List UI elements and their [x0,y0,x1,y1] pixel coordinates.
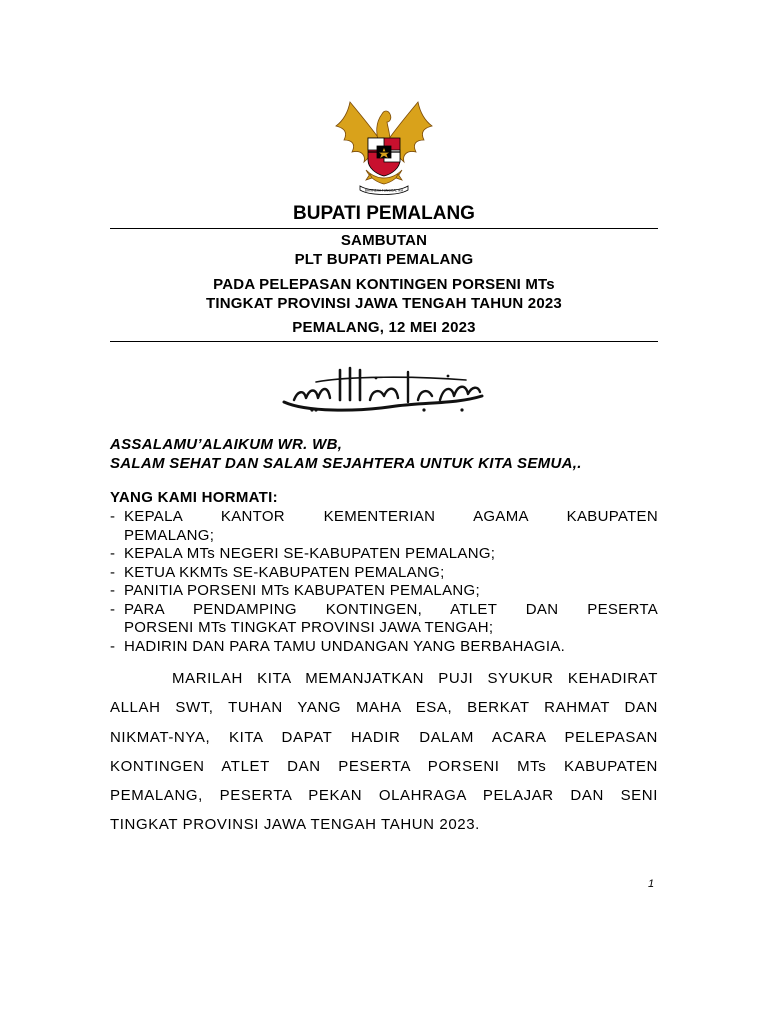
office-title: BUPATI PEMALANG [293,203,475,224]
list-item-text: KETUA KKMTs SE-KABUPATEN PEMALANG; [124,563,445,581]
list-bullet: - [110,563,116,581]
event-heading-line1: PADA PELEPASAN KONTINGEN PORSENI MTs [213,276,555,293]
sambutan-heading: SAMBUTAN [340,232,428,249]
list-item-continuation: PORSENI MTs TINGKAT PROVINSI JAWA TENGAH; [124,619,494,636]
list-bullet: - [110,545,116,562]
list-item-text: KEPALA KANTOR KEMENTERIAN AGAMA KABUPATEN [124,508,658,525]
list-item-text: HADIRIN DAN PARA TAMU UNDANGAN YANG BERBAHAGIA. [124,637,566,655]
paragraph-line: NIKMAT-NYA, KITA DAPAT HADIR DALAM ACARA PELEPASAN [110,728,658,746]
header-rule-bottom [110,341,658,342]
emblem-motto: BHINNEKA TUNGGAL IKA [364,188,404,193]
header-rule-top [110,228,658,229]
list-item [110,582,658,601]
speaker-heading: PLT BUPATI PEMALANG [294,251,474,268]
honored-heading: YANG KAMI HORMATI: [110,489,278,506]
list-item-text: PANITIA PORSENI MTs KABUPATEN PEMALANG; [124,582,480,599]
opening-paragraph [110,664,658,840]
paragraph-line: TINGKAT PROVINSI JAWA TENGAH TAHUN 2023. [110,816,480,834]
basmala-calligraphy-icon [276,360,492,416]
list-item-continuation: PEMALANG; [124,526,215,544]
list-item-text: PARA PENDAMPING KONTINGEN, ATLET DAN PESERTA [124,600,658,618]
page-number: 1 [648,878,655,890]
honored-list [110,508,658,656]
paragraph-line: ALLAH SWT, TUHAN YANG MAHA ESA, BERKAT RAHMAT DAN [110,699,658,717]
list-item-text: KEPALA MTs NEGERI SE-KABUPATEN PEMALANG; [124,545,496,562]
list-item [110,601,658,638]
greeting-line1: ASSALAMU’ALAIKUM WR. WB, [110,436,343,453]
event-heading-line2: TINGKAT PROVINSI JAWA TENGAH TAHUN 2023 [206,295,562,312]
paragraph-line: MARILAH KITA MEMANJATKAN PUJI SYUKUR KEHADIRAT [172,670,658,687]
list-item [110,564,658,583]
paragraph-line: KONTINGEN ATLET DAN PESERTA PORSENI MTs KABUPATEN [110,757,658,775]
list-bullet: - [110,637,116,655]
list-bullet: - [110,582,116,599]
list-item [110,638,658,657]
place-date-heading: PEMALANG, 12 MEI 2023 [292,319,476,336]
list-bullet: - [110,508,116,525]
list-item [110,508,658,545]
paragraph-line: PEMALANG, PESERTA PEKAN OLAHRAGA PELAJAR DAN SENI [110,787,658,805]
garuda-emblem-icon [330,96,438,200]
greeting-line2: SALAM SEHAT DAN SALAM SEJAHTERA UNTUK KITA SEMUA,. [110,455,582,472]
list-item [110,545,658,564]
list-bullet: - [110,600,116,618]
